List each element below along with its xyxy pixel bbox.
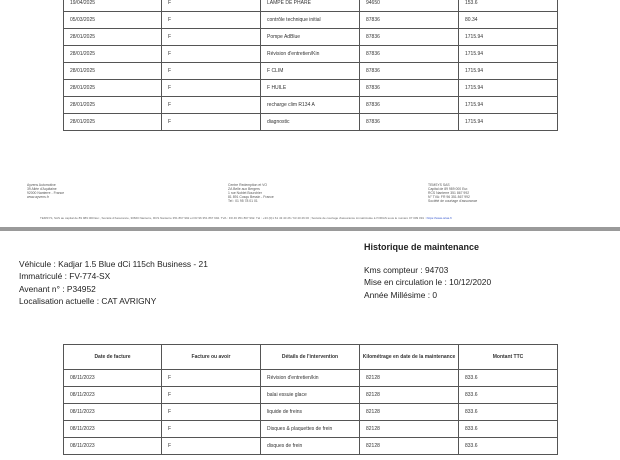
cell-date: 08/11/2023: [64, 370, 162, 387]
footer-line: Capital de 89 989 000 Eur.: [428, 187, 469, 191]
registration-date: Mise en circulation le : 10/12/2020: [364, 277, 492, 288]
col-header-mileage: Kilométrage en date de la maintenance: [360, 345, 459, 370]
col-header-amount: Montant TTC: [459, 345, 558, 370]
odometer: Kms compteur : 94703: [364, 265, 449, 275]
table-row: [64, 387, 558, 404]
cell-invoice-type: F: [162, 370, 261, 387]
table-row: [64, 80, 558, 97]
table-row: [64, 438, 558, 455]
table-row: [64, 370, 558, 387]
cell-date: 08/11/2023: [64, 438, 162, 455]
cell-mileage: 82128: [360, 387, 459, 404]
cell-mileage: 82128: [360, 404, 459, 421]
cell-amount: 833.6: [459, 438, 558, 455]
cell-invoice-type: F: [162, 421, 261, 438]
cell-details: F CLIM: [261, 63, 360, 80]
footer-line: 39 Allée d'Aquitaine: [27, 187, 57, 191]
cell-amount: 80.34: [459, 12, 558, 29]
cell-details: LAMPE DE PHARE: [261, 0, 360, 12]
footer-service-address: [228, 183, 274, 203]
legal-mention: [40, 216, 580, 220]
footer-line: www.ayvens.fr: [27, 195, 49, 199]
vehicle-amendment: Avenant n° : P34952: [19, 283, 96, 294]
cell-details: diagnostic: [261, 114, 360, 131]
cell-mileage: 87836: [360, 63, 459, 80]
cell-invoice-type: F: [162, 80, 261, 97]
cell-amount: 1715.94: [459, 114, 558, 131]
cell-mileage: 94650: [360, 0, 459, 12]
footer-line: 81 891 Cosqu Bessin - France: [228, 195, 274, 199]
footer-line: 92000 Nanterre - France: [27, 191, 65, 195]
cell-details: Révision d'entretien/Kin: [261, 46, 360, 63]
cell-details: F HUILE: [261, 80, 360, 97]
cell-details: disques de frein: [261, 438, 360, 455]
cell-date: 28/01/2025: [64, 29, 162, 46]
cell-mileage: 82128: [360, 370, 459, 387]
cell-mileage: 82128: [360, 421, 459, 438]
document-page-2: [0, 231, 620, 460]
table-row: [64, 404, 558, 421]
cell-amount: 833.6: [459, 370, 558, 387]
table-row: [64, 63, 558, 80]
cell-amount: 1715.94: [459, 29, 558, 46]
footer-line: Tel : 01 95 78 01 01: [228, 199, 258, 203]
legal-text: TEMSYS, SAS au capital de 89 989 000 Eur., Société d'Assurance, 30660 Nanterre, RCS Nanterre 351 867 992 et FR 96 351 867 992. TVA : FR 46 351 867 992. Tél : +33 (0)1 61 43 40 26 / 63 40 26 00 ; Société de courtage d'assurance immatriculée à l'ORIAS sous le numéro 07 009 091 :: [40, 216, 426, 220]
table-row: [64, 29, 558, 46]
cell-invoice-type: F: [162, 0, 261, 12]
cell-date: 28/01/2025: [64, 46, 162, 63]
model-year: Année Millésime : 0: [364, 289, 438, 300]
cell-date: 28/01/2025: [64, 97, 162, 114]
cell-invoice-type: F: [162, 387, 261, 404]
cell-details: balai essuie glace: [261, 387, 360, 404]
cell-amount: 153.6: [459, 0, 558, 12]
cell-mileage: 82128: [360, 438, 459, 455]
footer-line: Société de courtage d'assurance: [428, 199, 478, 203]
cell-invoice-type: F: [162, 63, 261, 80]
col-header-date: Date de facture: [64, 345, 162, 370]
cell-amount: 833.6: [459, 387, 558, 404]
footer-line: 1 rue Noblet Bourchier: [228, 191, 262, 195]
cell-invoice-type: F: [162, 438, 261, 455]
footer-line: N° TVA: FR 96 351 867 992: [428, 195, 470, 199]
cell-invoice-type: F: [162, 404, 261, 421]
cell-details: recharge clim R134 A: [261, 97, 360, 114]
table-row: [64, 12, 558, 29]
cell-date: 08/11/2023: [64, 387, 162, 404]
cell-invoice-type: F: [162, 46, 261, 63]
cell-invoice-type: F: [162, 29, 261, 46]
table-row: [64, 421, 558, 438]
cell-mileage: 87836: [360, 97, 459, 114]
document-page-1: [0, 0, 620, 227]
cell-amount: 1715.94: [459, 80, 558, 97]
cell-details: Révision d'entretien/kin: [261, 370, 360, 387]
cell-mileage: 87836: [360, 80, 459, 97]
cell-mileage: 87836: [360, 46, 459, 63]
table-row: [64, 114, 558, 131]
cell-details: Pompe AdBlue: [261, 29, 360, 46]
cell-mileage: 87836: [360, 12, 459, 29]
footer-line: Centre Redemption et VO: [228, 183, 268, 187]
cell-amount: 833.6: [459, 404, 558, 421]
cell-invoice-type: F: [162, 12, 261, 29]
cell-amount: 833.6: [459, 421, 558, 438]
cell-date: 28/01/2025: [64, 114, 162, 131]
cell-date: 05/03/2025: [64, 12, 162, 29]
maintenance-info: [364, 264, 491, 301]
table-row: [64, 0, 558, 12]
cell-mileage: 87836: [360, 29, 459, 46]
cell-date: 08/11/2023: [64, 421, 162, 438]
table-row: [64, 97, 558, 114]
col-header-invoice: Facture ou avoir: [162, 345, 261, 370]
cell-date: 28/01/2025: [64, 80, 162, 97]
cell-date: 28/01/2025: [64, 63, 162, 80]
footer-line: Ayvens Automotive: [27, 183, 56, 187]
footer-company-address: [27, 183, 64, 199]
cell-amount: 1715.94: [459, 97, 558, 114]
vehicle-model: Véhicule : Kadjar 1.5 Blue dCi 115ch Business - 21: [19, 259, 208, 269]
cell-date: 19/04/2025: [64, 0, 162, 12]
cell-date: 08/11/2023: [64, 404, 162, 421]
vehicle-location: Localisation actuelle : CAT AVRIGNY: [19, 295, 157, 306]
cell-mileage: 87836: [360, 114, 459, 131]
cell-amount: 1715.94: [459, 46, 558, 63]
maintenance-table-page-1: [63, 0, 558, 131]
orias-link[interactable]: https://www.orias.fr: [426, 216, 452, 220]
vehicle-info: [19, 258, 208, 307]
table-row: [64, 46, 558, 63]
maintenance-history-title: Historique de maintenance: [364, 242, 480, 252]
cell-details: contrôle technique initial: [261, 12, 360, 29]
cell-invoice-type: F: [162, 114, 261, 131]
cell-invoice-type: F: [162, 97, 261, 114]
vehicle-registration: Immatriculé : FV-774-SX: [19, 271, 111, 282]
cell-amount: 1715.94: [459, 63, 558, 80]
maintenance-table-page-2: [63, 344, 558, 455]
cell-details: liquide de freins: [261, 404, 360, 421]
footer-legal-entity: [428, 183, 477, 203]
table-header-row: [64, 345, 558, 370]
footer-line: RCS Nanterre 351 867 992: [428, 191, 470, 195]
footer-line: TEMSYS SAS: [428, 183, 450, 187]
cell-details: Disques & plaquettes de frein: [261, 421, 360, 438]
col-header-details: Détails de l'intervention: [261, 345, 360, 370]
footer-line: ZA Belle aux Bergers: [228, 187, 260, 191]
